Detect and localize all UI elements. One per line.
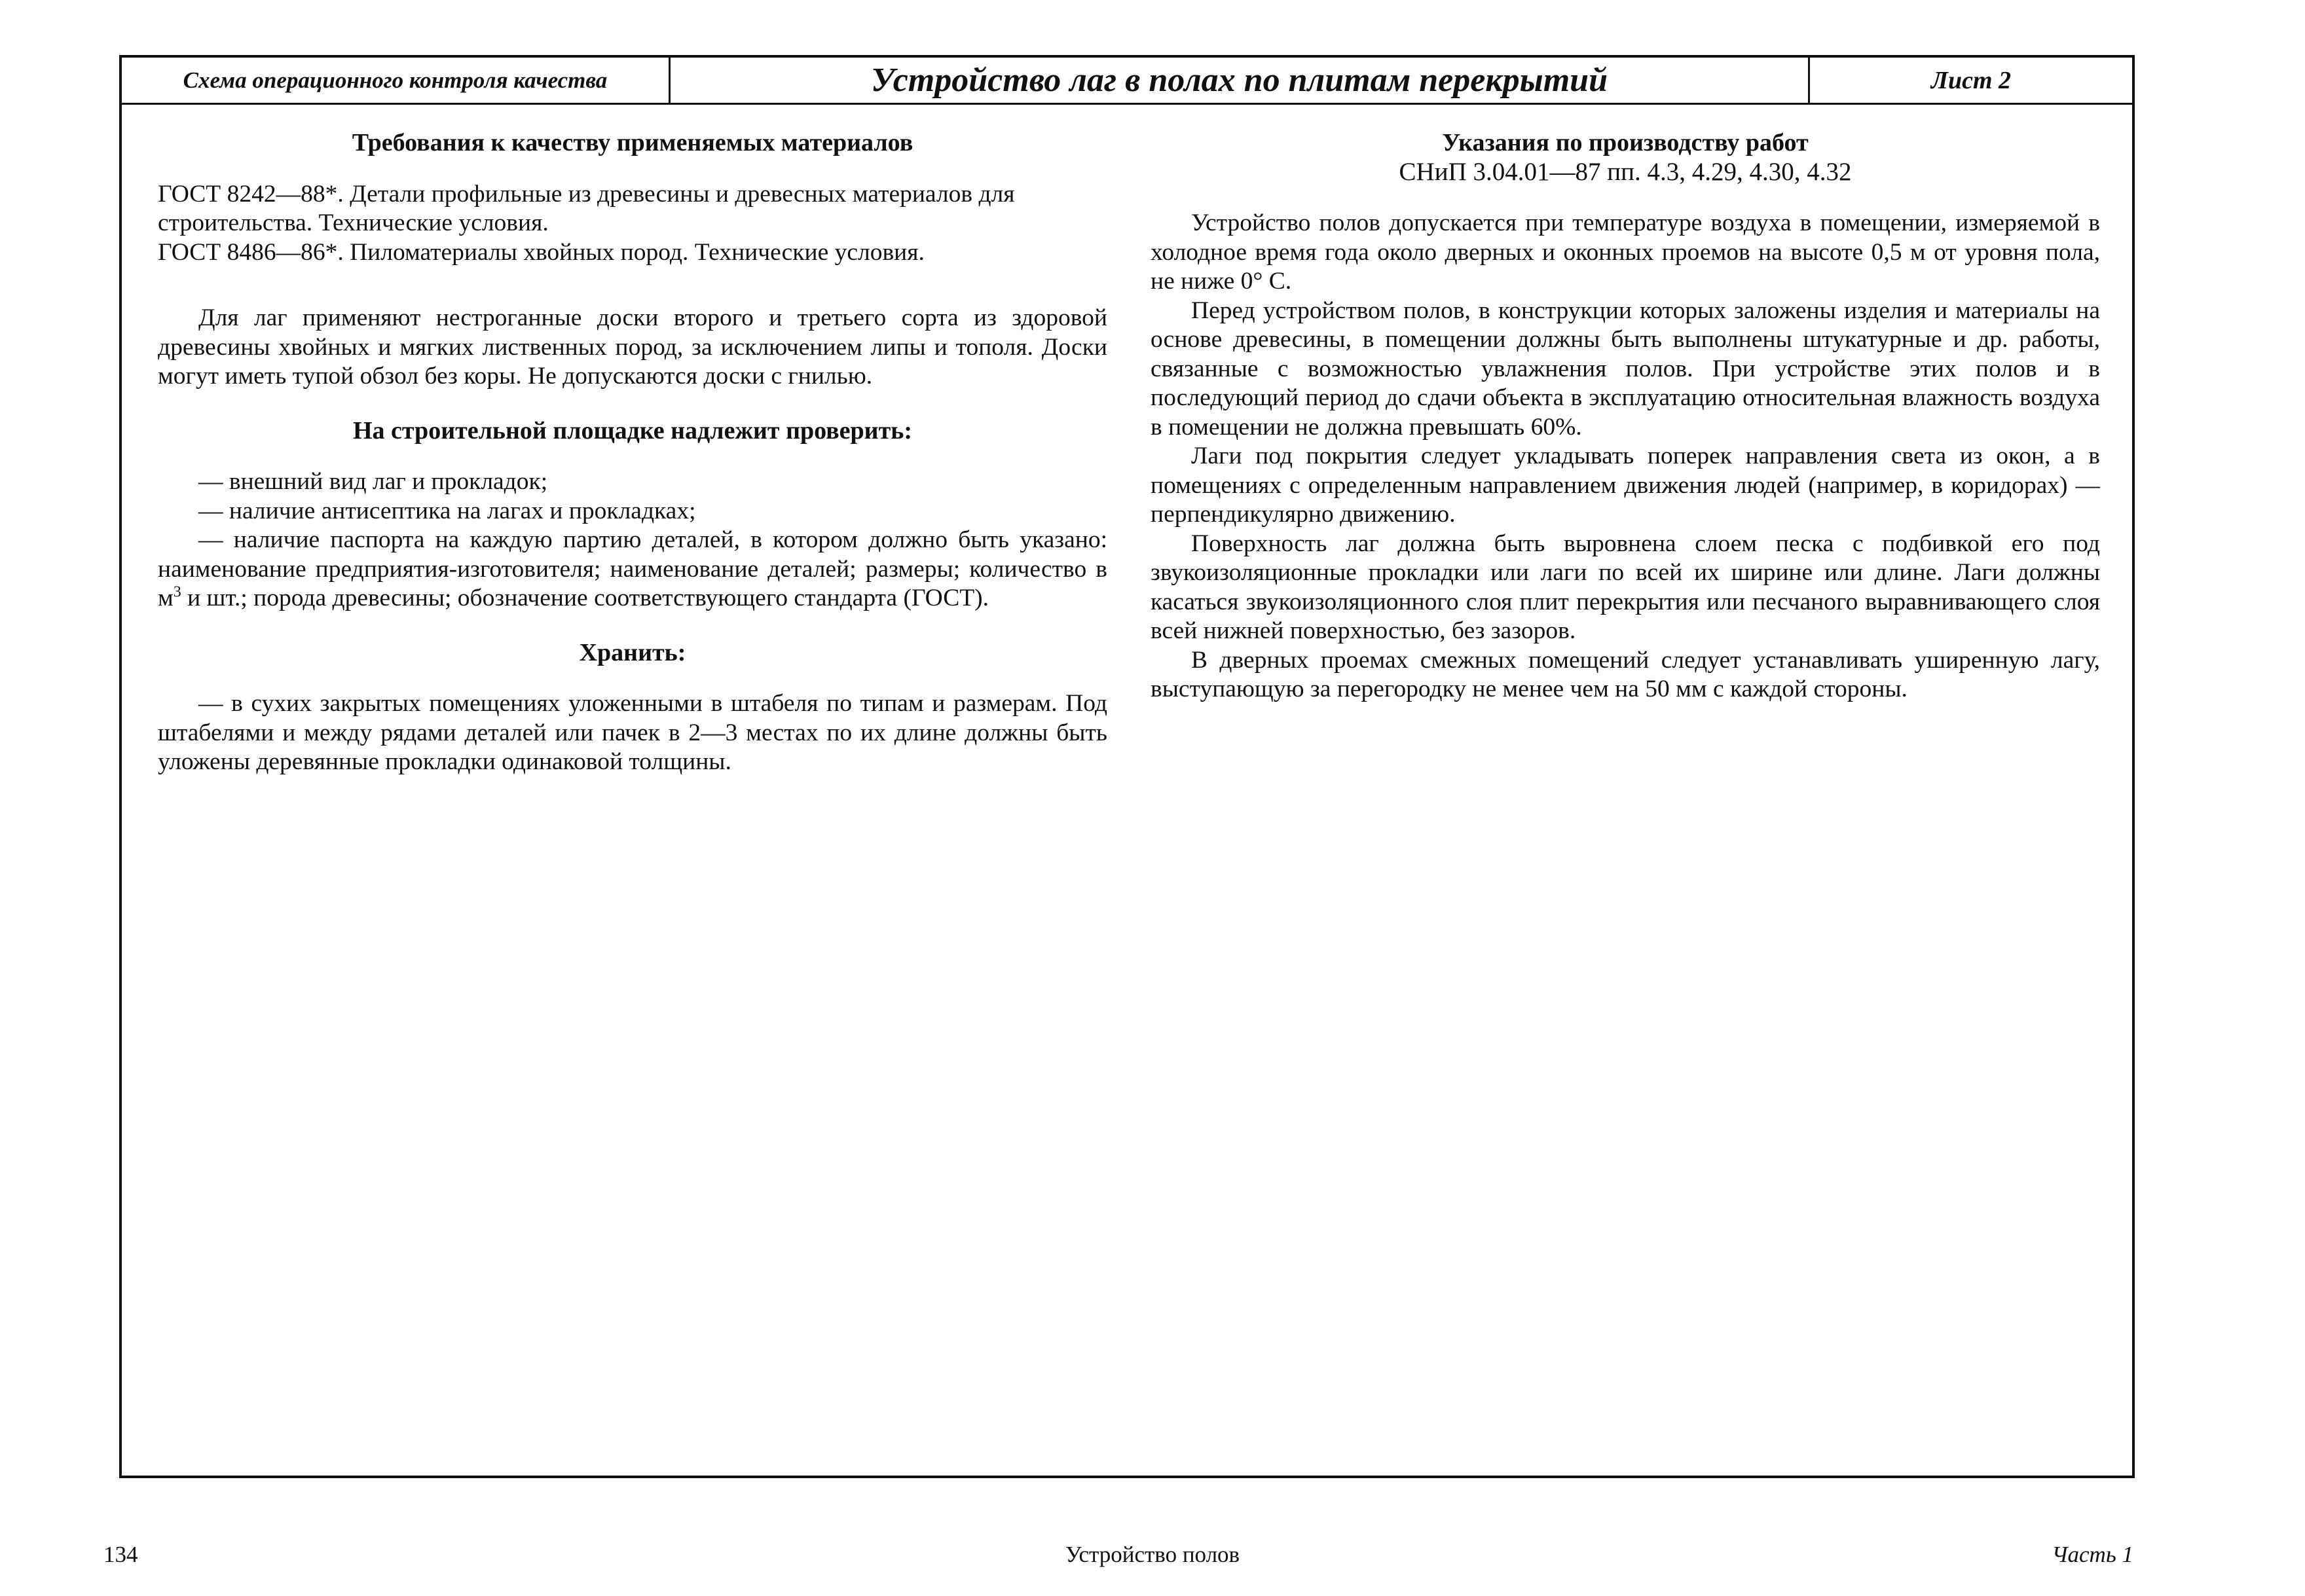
- gost-8242: ГОСТ 8242—88*. Детали профильные из древесины и древесных материалов для строительства. Технические условия.: [158, 180, 1015, 236]
- works-paragraph-temperature: Устройство полов допускается при температуре воздуха в помещении, измеряемой в холодное время года около дверных и оконных проемов на высоте 0,5 м от уровня пола, не ниже 0° С.: [1151, 209, 2100, 295]
- title-block: [122, 58, 2132, 105]
- check-item-antiseptic: — наличие антисептика на лагах и прокладках;: [198, 497, 696, 524]
- snip-reference: СНиП 3.04.01—87 пп. 4.3, 4.29, 4.30, 4.32: [1399, 157, 1852, 186]
- materials-heading: Требования к качеству применяемых материалов: [352, 129, 913, 156]
- works-heading: Указания по производству работ: [1442, 129, 1809, 156]
- left-column: [158, 128, 1107, 777]
- storage-heading: Хранить:: [579, 638, 686, 666]
- works-paragraph-humidity: Перед устройством полов, в конструкции которых заложены изделия и материалы на основе древесины, в помещении должны быть выполнены штукатурные и др. работы, связанные с возможностью увлажнения полов. При устройстве этих полов и в последующий период до сдачи объекта в эксплуатацию относительная влажность воздуха в помещении не должна превышать 60%.: [1151, 297, 2100, 441]
- check-item-appearance: — внешний вид лаг и прокладок;: [198, 468, 548, 495]
- boards-paragraph: Для лаг применяют нестроганные доски второго и третьего сорта из здоровой древесины хвойных и мягких лиственных пород, за исключением липы и тополя. Доски могут иметь тупой обзол без коры. Не допускаются доски с гнилью.: [158, 304, 1107, 390]
- footer-part-label: Часть 1: [2052, 1542, 2133, 1567]
- check-item-passport: — наличие паспорта на каждую партию деталей, в котором должно быть указано: наименование предприятия-изготовителя; наименование деталей; размеры; количество в $м^3$ и шт.; порода древесины; обозначение соответствующего стандарта (ГОСТ).: [158, 526, 1107, 611]
- works-paragraph-surface: Поверхность лаг должна быть выровнена слоем песка с подбивкой его под звукоизоляционные прокладки или лаги по всей их ширине или длине. Лаги должны касаться звукоизоляционного слоя плит перекрытия или песчаного выравнивающего слоя всей нижней поверхностью, без зазоров.: [1151, 530, 2100, 644]
- site-check-heading: На строительной площадке надлежит проверить:: [353, 416, 912, 444]
- header-title: Устройство лаг в полах по плитам перекрытий: [671, 58, 1810, 103]
- right-column: [1151, 128, 2100, 704]
- header-scheme-label: Схема операционного контроля качества: [122, 58, 671, 103]
- cube-superscript: 3: [173, 583, 181, 601]
- footer-section-title: Устройство полов: [1065, 1542, 1240, 1567]
- storage-paragraph: — в сухих закрытых помещениях уложенными в штабеля по типам и размерам. Под штабелями и между рядами деталей или пачек в 2—3 местах по их длине должны быть уложены деревянные прокладки одинаковой толщины.: [158, 690, 1107, 775]
- works-paragraph-doorways: В дверных проемах смежных помещений следует устанавливать уширенную лагу, выступающую за перегородку не менее чем на 50 мм с каждой стороны.: [1151, 646, 2100, 702]
- works-paragraph-direction: Лаги под покрытия следует укладывать поперек направления света из окон, а в помещениях с определенным направлением движения людей (например, в коридорах) — перпендикулярно движению.: [1151, 443, 2100, 528]
- page-frame: [119, 55, 2135, 1478]
- page-number: 134: [103, 1542, 138, 1567]
- header-sheet-number: Лист 2: [1930, 66, 2012, 94]
- gost-8486: ГОСТ 8486—86*. Пиломатериалы хвойных пород. Технические условия.: [158, 238, 925, 266]
